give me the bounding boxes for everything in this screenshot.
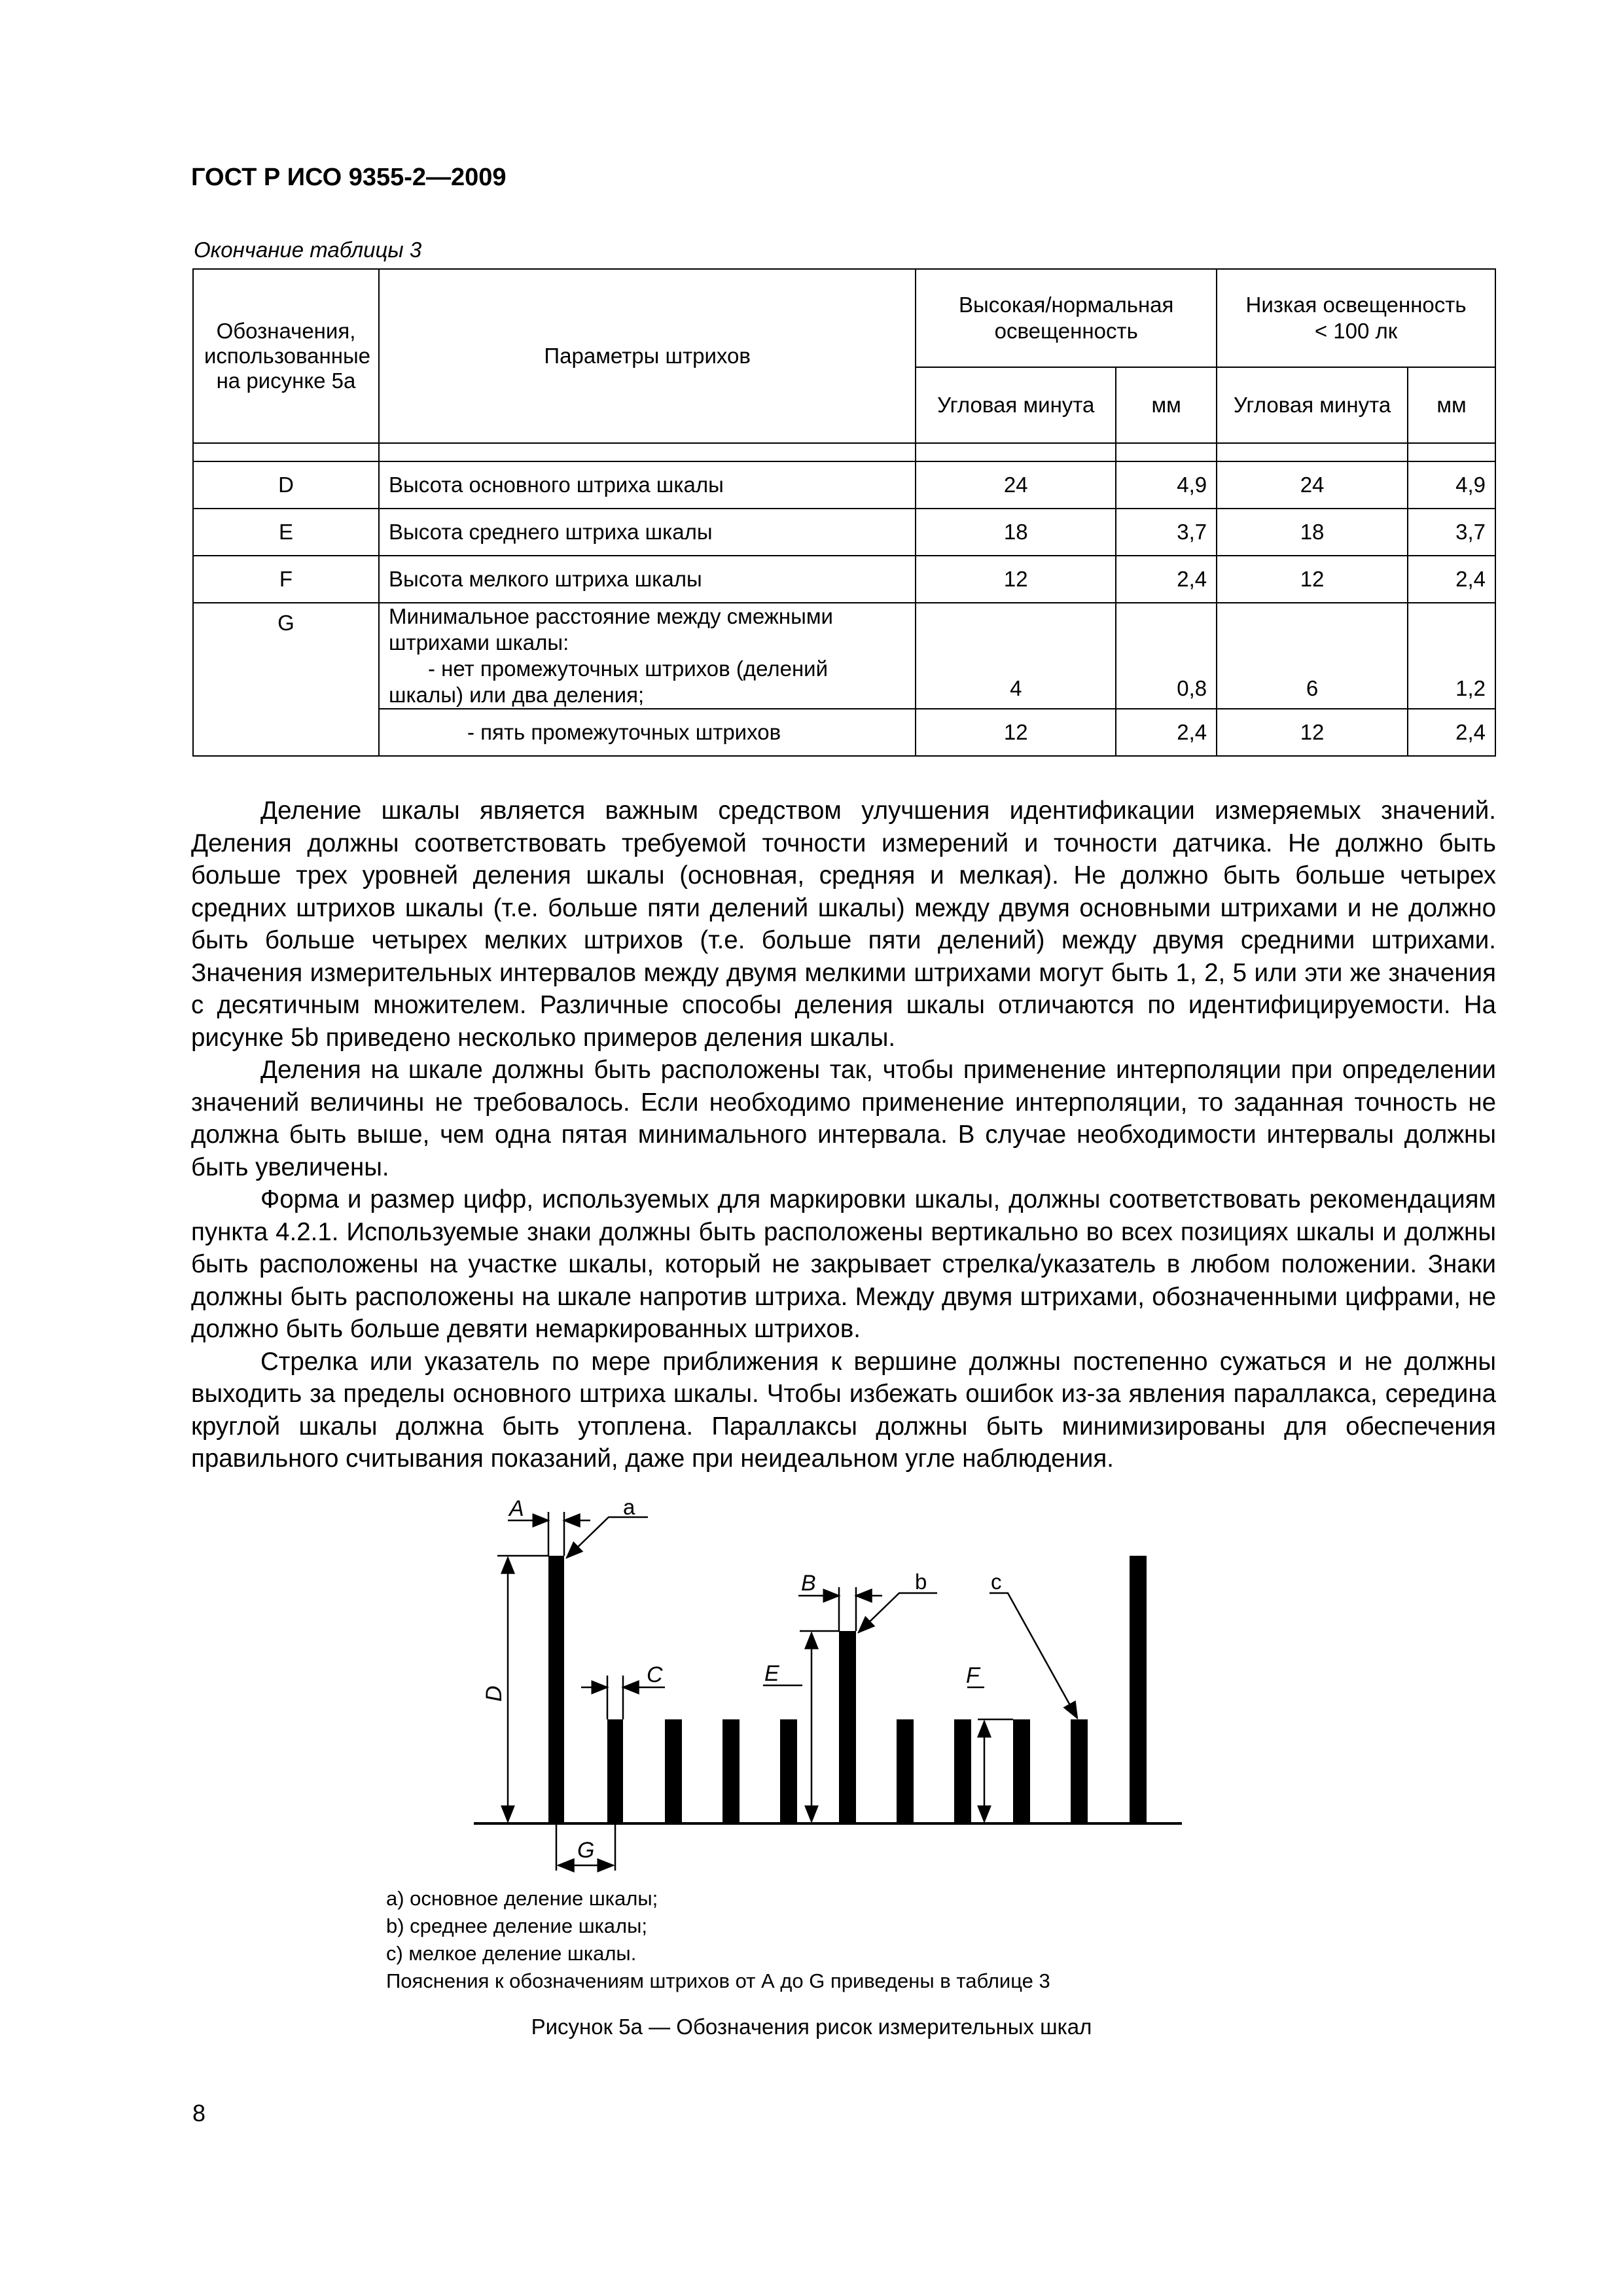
label-c-upper: C bbox=[647, 1662, 663, 1687]
paragraph: Деления на шкале должны быть расположены так, чтобы применение интерполяции при определении значений величины не требовалось. Если необходимо применение интерполяции, то заданная точность не должна быть выше, чем одна пятая минимального интервала. В случае необходимости интервалы должны быть увеличены. bbox=[191, 1056, 1496, 1181]
row-param: Высота мелкого штриха шкалы bbox=[379, 556, 916, 603]
table-caption: Окончание таблицы 3 bbox=[194, 238, 422, 262]
minor-tick bbox=[1013, 1719, 1030, 1823]
row-param: Высота среднего штриха шкалы bbox=[379, 509, 916, 556]
row-value: 18 bbox=[916, 509, 1116, 556]
minor-tick bbox=[607, 1719, 623, 1823]
row-g-line: Минимальное расстояние между смежными bbox=[388, 604, 833, 628]
header-high-light-text: Высокая/нормальная освещенность bbox=[959, 293, 1174, 343]
paragraph: Форма и размер цифр, используемых для маркировки шкалы, должны соответствовать рекомендациям пункта 4.2.1. Используемые знаки должны быть расположены вертикально во всех позициях шкалы и должны быть расположены на участке шкалы, который не закрывает стрелка/указатель в любом положении. Знаки должны быть расположены на шкале напротив штриха. Между двумя штрихами, обозначенными цифрами, не должно быть больше девяти немаркированных штрихов. bbox=[191, 1185, 1496, 1343]
subheader-arcmin-1: Угловая минута bbox=[916, 367, 1116, 443]
leader-c bbox=[990, 1593, 1077, 1718]
note-item: с) мелкое деление шкалы. bbox=[386, 1942, 637, 1965]
paragraph: Деление шкалы является важным средством улучшения идентификации измеряемых значений. Деления должны соответствовать требуемой точности измерений и точности датчика. Не должно быть больше трех уровней деления шкалы (основная, средняя и мелкая). Не должно быть больше четырех средних штрихов шкалы (т.е. больше пяти делений шкалы) между двумя основными штрихами и не должно быть больше четырех мелких штрихов (т.е. больше пяти делений) между двумя средними штрихами. Значения измерительных интервалов между двумя мелкими штрихами могут быть 1, 2, 5 или эти же значения с десятичным множителем. Различные способы деления шкалы отличаются по идентифицируемости. На рисунке 5b приведено несколько примеров деления шкалы. bbox=[191, 797, 1496, 1052]
row-value: 2,4 bbox=[1116, 709, 1217, 756]
row-id: E bbox=[193, 509, 379, 556]
document-header: ГОСТ Р ИСО 9355-2—2009 bbox=[191, 164, 507, 191]
paragraph: Стрелка или указатель по мере приближения к вершине должны постепенно сужаться и не должны выходить за пределы основного штриха шкалы. Чтобы избежать ошибок из-за явления параллакса, середина круглой шкалы должна быть утоплена. Параллаксы должны быть минимизированы для обеспечения правильного считывания показаний, даже при неидеальном угле наблюдения. bbox=[191, 1347, 1496, 1473]
label-e-upper: E bbox=[764, 1661, 779, 1686]
row-g-line: штрихами шкалы: bbox=[388, 630, 569, 655]
subheader-mm-2: мм bbox=[1408, 367, 1495, 443]
row-value: 12 bbox=[1217, 556, 1408, 603]
leader-b bbox=[859, 1593, 937, 1632]
row-g-line: - пять промежуточных штрихов bbox=[467, 720, 781, 744]
row-value: 4 bbox=[916, 603, 1116, 709]
row-value: 3,7 bbox=[1116, 509, 1217, 556]
note-item: Пояснения к обозначениям штрихов от А до G приведены в таблице 3 bbox=[386, 1969, 1050, 1992]
minor-tick bbox=[780, 1719, 797, 1823]
row-value: 12 bbox=[916, 556, 1116, 603]
major-tick bbox=[1130, 1556, 1147, 1823]
row-param: Высота основного штриха шкалы bbox=[379, 461, 916, 509]
row-id: G bbox=[193, 603, 379, 756]
row-value: 24 bbox=[916, 461, 1116, 509]
minor-tick bbox=[722, 1719, 740, 1823]
figure-notes bbox=[386, 1885, 1050, 1995]
medium-tick bbox=[839, 1631, 856, 1823]
label-d-upper: D bbox=[482, 1685, 507, 1702]
row-value: 6 bbox=[1217, 603, 1408, 709]
subheader-arcmin-2: Угловая минута bbox=[1217, 367, 1408, 443]
label-a-upper: A bbox=[509, 1496, 524, 1521]
row-value: 24 bbox=[1217, 461, 1408, 509]
row-value: 2,4 bbox=[1408, 556, 1495, 603]
row-id: D bbox=[193, 461, 379, 509]
label-f-upper: F bbox=[966, 1663, 980, 1688]
major-tick bbox=[548, 1556, 564, 1823]
label-b-upper: B bbox=[801, 1571, 816, 1596]
header-designation-text: Обозначения, использованные на рисунке 5а bbox=[204, 319, 371, 393]
row-value: 12 bbox=[1217, 709, 1408, 756]
label-g-upper: G bbox=[577, 1838, 595, 1863]
note-item: b) среднее деление шкалы; bbox=[386, 1914, 648, 1937]
row-g-line: - нет промежуточных штрихов (делений bbox=[427, 656, 829, 681]
row-value: 12 bbox=[916, 709, 1116, 756]
row-value: 1,2 bbox=[1408, 603, 1495, 709]
minor-tick bbox=[897, 1719, 914, 1823]
minor-tick bbox=[954, 1719, 971, 1823]
page-number: 8 bbox=[192, 2100, 206, 2126]
row-id: F bbox=[193, 556, 379, 603]
row-value: 4,9 bbox=[1116, 461, 1217, 509]
header-low-light-text: Низкая освещенность < 100 лк bbox=[1245, 293, 1467, 343]
leader-a bbox=[567, 1517, 648, 1558]
minor-tick bbox=[665, 1719, 682, 1823]
label-c-lower: c bbox=[991, 1570, 1002, 1594]
row-value: 4,9 bbox=[1408, 461, 1495, 509]
label-b-lower: b bbox=[915, 1570, 927, 1594]
row-value: 2,4 bbox=[1408, 709, 1495, 756]
row-value: 3,7 bbox=[1408, 509, 1495, 556]
row-value: 0,8 bbox=[1116, 603, 1217, 709]
note-item: а) основное деление шкалы; bbox=[386, 1887, 658, 1910]
row-value: 2,4 bbox=[1116, 556, 1217, 603]
subheader-mm-1: мм bbox=[1116, 367, 1217, 443]
row-value: 18 bbox=[1217, 509, 1408, 556]
figure-caption: Рисунок 5а — Обозначения рисок измерительных шкал bbox=[531, 2015, 1092, 2039]
minor-tick bbox=[1071, 1719, 1088, 1823]
header-params: Параметры штрихов bbox=[379, 269, 916, 443]
row-g-line: шкалы) или два деления; bbox=[388, 683, 645, 707]
label-a-lower: a bbox=[623, 1495, 635, 1519]
